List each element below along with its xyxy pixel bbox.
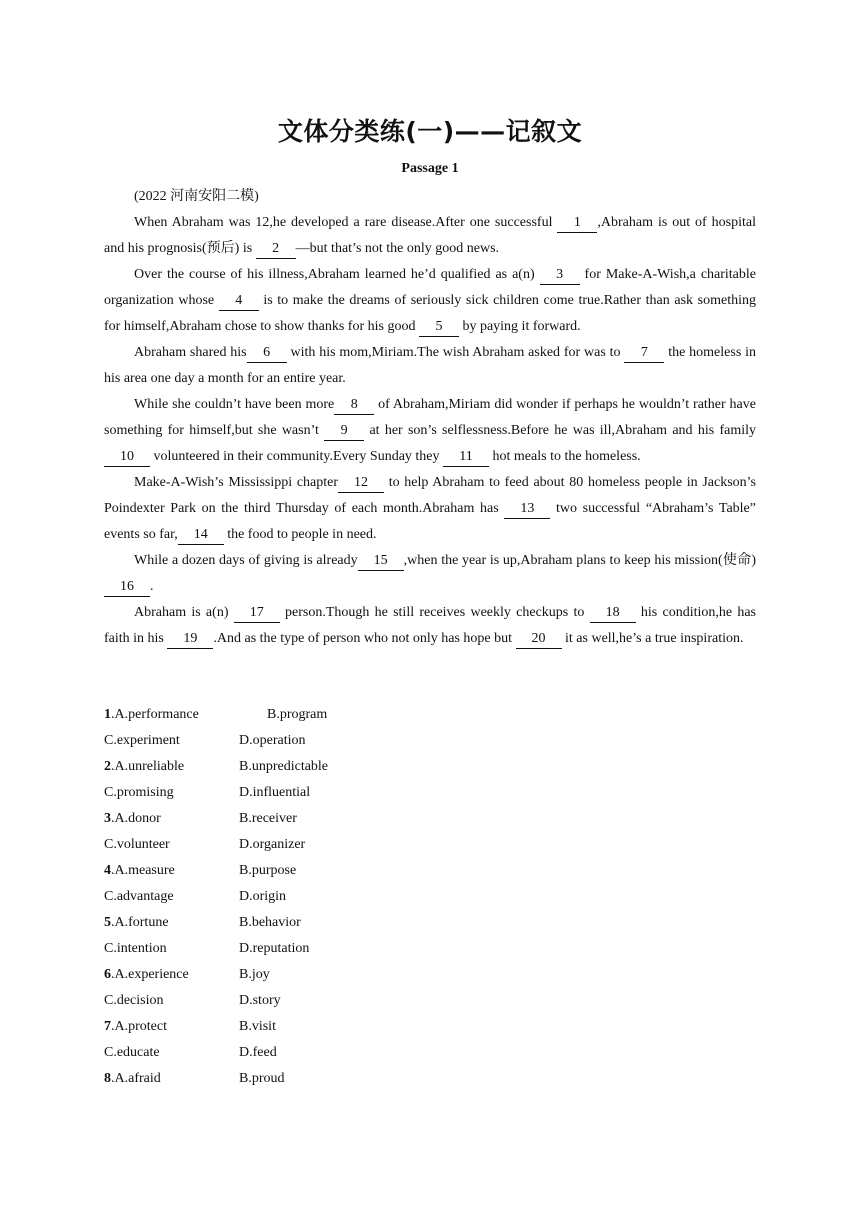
paragraph-list [104,210,756,652]
paragraph [104,600,756,652]
option-d: D.origin [239,889,287,904]
paragraph-text: it as well,he’s a true inspiration. [561,631,744,646]
paragraph-text: ,when the year is up,Abraham plans to keep his mission(使命) [403,553,757,568]
page-title: 文体分类练(一)——记叙文 [277,117,583,146]
paragraph-text: . [150,579,154,594]
paragraph-text: Over the course of his illness,Abraham learned he’d qualified as a(n) [134,267,540,282]
blank-17: 17 [234,604,280,623]
option-c: C.advantage [104,889,174,904]
blank-2: 2 [256,240,296,259]
paragraph-text: When Abraham was 12,he developed a rare disease.After one successful [134,215,558,230]
option-a [104,962,239,988]
option-d: D.feed [239,1045,277,1060]
paragraph-text: is to make the dreams of seriously sick children come true.Rather than ask something for himself,Abraham chose to show thanks for his good [104,293,756,334]
paragraph-text: While she couldn’t have been more [134,397,335,412]
paragraph-text: by paying it forward. [458,319,581,334]
option-a-text: .A.protect [111,1019,167,1034]
option-a [104,1066,239,1092]
question-number: 6 [104,967,111,982]
blank-9: 9 [324,422,364,441]
blank-19: 19 [167,630,213,649]
question-number: 2 [104,759,111,774]
paragraph-text: hot meals to the homeless. [489,449,641,464]
blank-15: 15 [358,552,404,571]
paragraph-text: While a dozen days of giving is already [134,553,358,568]
option-c: C.decision [104,993,164,1008]
blank-10: 10 [104,448,150,467]
option-row [104,780,328,806]
option-a [104,910,239,936]
option-a-text: .A.fortune [111,915,169,930]
option-d: D.organizer [239,837,306,852]
option-row [104,1066,328,1092]
blank-8: 8 [334,396,374,415]
paragraph-text: of Abraham,Miriam did wonder if perhaps he wouldn’t rather have something for himself,but she wasn’t [104,397,756,438]
option-a [104,858,239,884]
option-c: C.experiment [104,733,180,748]
option-a [104,754,239,780]
paragraph [104,470,756,548]
paragraph-text: —but that’s not the only good news. [295,241,500,256]
paragraph-text: Make-A-Wish’s Mississippi chapter [134,475,339,490]
blank-6: 6 [247,344,287,363]
options-list [104,702,328,1092]
option-a-text: .A.unreliable [111,759,185,774]
option-d: D.story [239,993,281,1008]
option-b: B.program [267,707,328,722]
option-a [104,806,239,832]
option-a-text: .A.donor [111,811,161,826]
option-a-text: .A.measure [111,863,175,878]
option-c: C.promising [104,785,174,800]
paragraph-text: volunteered in their community.Every Sunday they [150,449,444,464]
option-row [104,936,328,962]
option-row [104,806,328,832]
blank-1: 1 [557,214,597,233]
paragraph-text: Abraham is a(n) [134,605,234,620]
paragraph-text: two successful “Abraham’s Table” events so far, [104,501,756,542]
option-b: B.visit [239,1019,276,1034]
option-b: B.joy [239,967,270,982]
blank-4: 4 [219,292,259,311]
blank-5: 5 [419,318,459,337]
paragraph [104,548,756,600]
question-number: 3 [104,811,111,826]
paragraph-text: Abraham shared his [134,345,247,360]
option-b: B.unpredictable [239,759,329,774]
option-row [104,728,328,754]
option-a [104,1014,239,1040]
question-number: 7 [104,1019,111,1034]
blank-16: 16 [104,578,150,597]
paragraph-text: for Make-A-Wish,a charitable organization whose [104,267,756,308]
option-row [104,754,328,780]
paragraph-text: .And as the type of person who not only has hope but [213,631,516,646]
paragraph [104,340,756,392]
option-c: C.intention [104,941,167,956]
paragraph-text: his condition,he has faith in his [104,605,757,646]
option-a-text: .A.afraid [111,1071,161,1086]
blank-14: 14 [178,526,224,545]
option-row [104,1040,328,1066]
option-a-text: .A.experience [111,967,189,982]
source-note: (2022 河南安阳二模) [134,189,259,204]
option-row [104,988,328,1014]
option-row [104,832,328,858]
paragraph-text: to help Abraham to feed about 80 homeless people in Jackson’s Poindexter Park on the third Thursday of each month.Abraham has [104,475,756,516]
paragraph-text: person.Though he still receives weekly checkups to [279,605,590,620]
option-a-text: .A.performance [111,707,199,722]
paragraph-text: ,Abraham is out of hospital and his prognosis(预后) is [104,215,756,256]
option-c: C.volunteer [104,837,170,852]
option-row [104,1014,328,1040]
passage-body [104,184,756,652]
question-number: 1 [104,707,111,722]
option-b: B.behavior [239,915,301,930]
option-row [104,858,328,884]
option-c: C.educate [104,1045,160,1060]
option-row [104,884,328,910]
option-b: B.purpose [239,863,297,878]
blank-7: 7 [624,344,664,363]
paragraph-text: the homeless in his area one day a month for an entire year. [104,345,756,386]
paragraph-text: with his mom,Miriam.The wish Abraham asked for was to [286,345,625,360]
option-b: B.proud [239,1071,285,1086]
paragraph [104,210,756,262]
blank-12: 12 [338,474,384,493]
option-a [104,702,267,728]
option-d: D.reputation [239,941,310,956]
question-number: 5 [104,915,111,930]
passage-heading: Passage 1 [401,161,459,176]
question-number: 8 [104,1071,111,1086]
option-row [104,910,328,936]
paragraph-text: at her son’s selflessness.Before he was ill,Abraham and his family [364,423,756,438]
blank-11: 11 [443,448,489,467]
question-number: 4 [104,863,111,878]
blank-3: 3 [540,266,580,285]
option-d: D.operation [239,733,306,748]
option-d: D.influential [239,785,311,800]
option-b: B.receiver [239,811,297,826]
paragraph-text: the food to people in need. [223,527,377,542]
paragraph [104,392,756,470]
blank-18: 18 [590,604,636,623]
option-row [104,702,328,728]
blank-20: 20 [516,630,562,649]
option-row [104,962,328,988]
blank-13: 13 [504,500,550,519]
paragraph [104,262,756,340]
